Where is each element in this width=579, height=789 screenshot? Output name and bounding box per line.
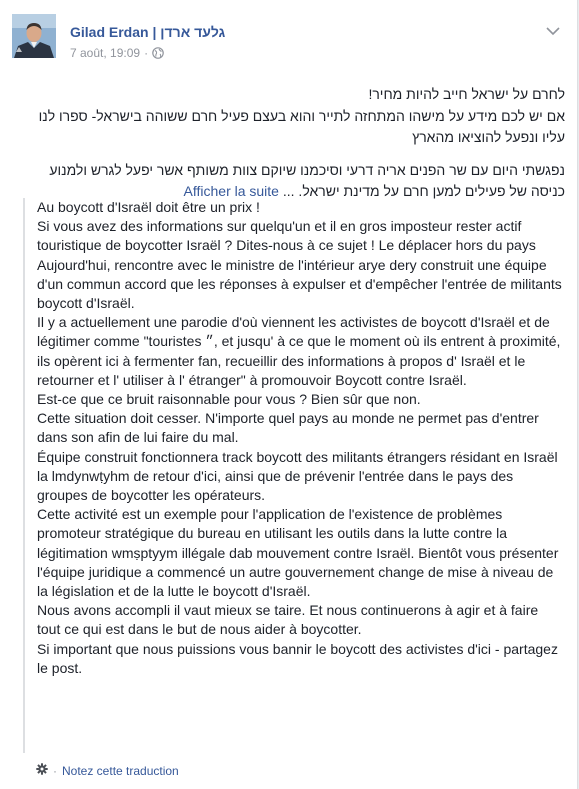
translation-block [23, 198, 565, 753]
rate-separator: · [53, 763, 57, 778]
hebrew-line-2: אם יש לכם מידע על מישהו המתחזה לתייר והוא בעצם פעיל חרם ששוהה בישראל- ספרו לנו עליו ונפעל להוציאו מהארץ [38, 107, 565, 145]
translation-paragraph: Équipe construit fonctionnera track boycott des militants étrangers résidant en Israël la lmdynwṭyhm de retour d'ici, ainsi que de prévenir l'entrée dans le pays des groupes de boycotter les opérateurs. [37, 448, 558, 504]
translation-paragraph: Nous avons accompli il vaut mieux se taire. Et nous continuerons à agir et à faire tout ce qui est dans le but de nous aider à boycotter. [37, 602, 539, 638]
avatar[interactable] [12, 14, 56, 58]
post-original-text [12, 84, 565, 203]
author-name[interactable]: Gilad Erdan | גלעד ארדן [70, 24, 226, 40]
translation-paragraph: Si vous avez des informations sur quelqu'un et il en gros imposteur rester actif touristique de boycotter Israël ? Dites-nous à ce sujet ! Le déplacer hors du pays [37, 218, 536, 254]
translation-paragraph: Cette situation doit cesser. N'importe quel pays au monde ne permet pas d'entrer dans son afin de lui faire du mal. [37, 410, 539, 446]
translation-paragraph: Au boycott d'Israël doit être un prix ! [37, 199, 260, 215]
hebrew-line-1: לחרם על ישראל חייב להיות מחיר! [368, 86, 565, 102]
translation-paragraph: Aujourd'hui, rencontre avec le ministre de l'intérieur arye dery construit une équipe d'un commun accord que les réponses à expulser et d'empêcher l'entrée de militants boycott d'Israël. [37, 256, 562, 312]
translation-paragraph: Est-ce que ce bruit raisonnable pour vous ? Bien sûr que non. [37, 391, 421, 408]
translation-paragraph: Si important que nous puissions vous bannir le boycott des activistes d'ici - partagez le post. [37, 640, 558, 676]
rate-translation[interactable] [36, 763, 179, 778]
translation-paragraph: Cette activité est un exemple pour l'application de l'existence de problèmes promoteur stratégique du bureau en utilisant les outils dans la lutte contre la légitimation wmṣptyym illégale dab mouvement contre Israël. Bientôt vous présenter l'équipe juridique a commencé un autre gouvernement change de mise à niveau de la législation et de la lutte le boycott d'Israël. [37, 506, 559, 600]
globe-icon[interactable] [152, 47, 164, 59]
translation-paragraph: Il y a actuellement une parodie d'où viennent les activistes de boycott d'Israël et de légitimer comme "touristes ״, et jusqu' à ce que le moment où ils entrent à proximité, ils opèrent ici à fermenter fan, recueillir des informations à propos d' Israël et le retourner et l' utiliser à l' étranger" à promouvoir Boycott contre Israël. [37, 314, 561, 388]
post-header [12, 14, 565, 62]
chevron-down-icon[interactable] [545, 24, 561, 36]
hebrew-line-3-text: נפגשתי היום עם שר הפנים אריה דרעי וסיכמנו שיוקם צוות משותף אשר יפעל לגרש ולמנוע כניסה של פעילים למען חרם על מדינת ישראל. ... [49, 161, 565, 199]
hebrew-line-3 [12, 160, 565, 203]
post-meta: 7 août, 19:09 · [70, 46, 164, 60]
see-more-link[interactable]: Afficher la suite [183, 183, 279, 199]
post-timestamp[interactable]: 7 août, 19:09 [70, 46, 141, 60]
rate-translation-link[interactable]: Notez cette traduction [62, 763, 179, 778]
gear-icon[interactable] [36, 763, 48, 778]
